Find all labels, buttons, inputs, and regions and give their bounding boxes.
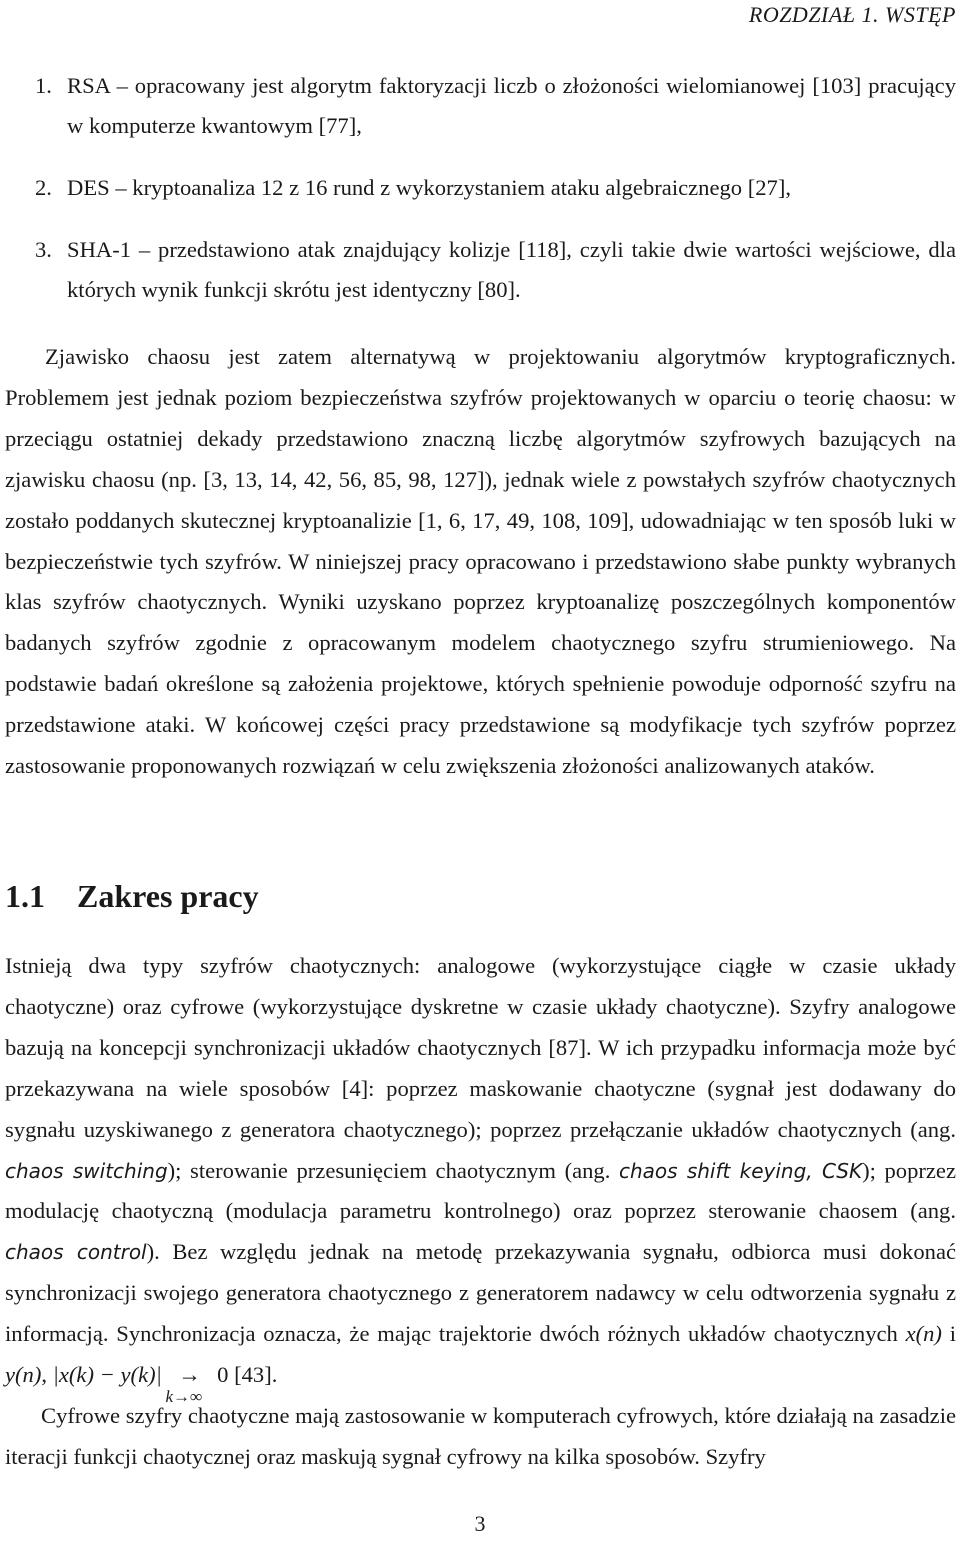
paragraph-text: ). Bez względu jednak na metodę przekazywania sygnału, odbiorca musi dokonać synchronizacji swojego generatora chaotycznego z generatorem nadawcy w celu odtworzenia sygnału z informacją. Synchronizacja oznacza, że mając trajektorie dwóch różnych układów chaotycznych [5, 1239, 956, 1347]
limit-subscript: k→∞ [165, 1387, 203, 1407]
paragraph-text: Cyfrowe szyfry chaotyczne mają zastosowanie w komputerach cyfrowych, które działają na zasadzie iteracji funkcji chaotycznej oraz maskują sygnał cyfrowy na kilka sposobów. Szyfry [5, 1402, 956, 1469]
list-item [0, 230, 960, 310]
math-expression: |x(k) − y(k)| [52, 1362, 162, 1388]
list-item-number: 2. [35, 175, 52, 200]
section-heading [5, 874, 259, 918]
paragraph-text: ); sterowanie przesunięciem chaotycznym (ang. [167, 1157, 619, 1183]
paragraph-text: Istnieją dwa typy szyfrów chaotycznych: analogowe (wykorzystujące ciągłe w czasie układy chaotyczne) oraz cyfrowe (wykorzystujące dyskretne w czasie układy chaotyczne). Szyfry analogowe bazują na koncepcji synchronizacji układów chaotycznych [87]. W ich przypadku informacja może być przekazywana na wiele sposobów [4]: poprzez maskowanie chaotyczne (sygnał jest dodawany do sygnału uzyskiwanego z generatora chaotycznego); poprzez przełączanie układów chaotycznych (ang. [5, 953, 956, 1142]
body-paragraph [5, 946, 956, 1478]
foreign-term: chaos shift keying, CSK [618, 1158, 863, 1183]
math-expression: x(n) [905, 1321, 942, 1347]
paragraph-text: 0 [43]. [211, 1362, 278, 1388]
enumerated-list [0, 66, 960, 332]
paragraph-text: , [41, 1362, 53, 1388]
math-expression: y(n) [5, 1362, 42, 1388]
foreign-term: chaos switching [5, 1158, 168, 1183]
section-title: Zakres pracy [77, 878, 259, 914]
arrow-symbol: → [178, 1362, 201, 1388]
page-number: 3 [474, 1511, 486, 1536]
list-item-text: SHA-1 – przedstawiono atak znajdujący kolizje [118], czyli takie dwie wartości wejściowe, dla których wynik funkcji skrótu jest identyczny [80]. [67, 237, 956, 302]
list-item-text: RSA – opracowany jest algorytm faktoryzacji liczb o złożoności wielomianowej [103] pracujący w komputerze kwantowym [77], [67, 73, 956, 138]
list-item-number: 3. [35, 237, 52, 262]
limit-arrow [165, 1355, 212, 1407]
list-item [0, 66, 960, 146]
list-item [0, 168, 960, 208]
section-number: 1.1 [5, 878, 45, 914]
paragraph-text: ); poprzez modulację chaotyczną (modulacja parametru kontrolnego) oraz poprzez sterowanie chaosem (ang. [5, 1157, 956, 1224]
body-paragraph: Zjawisko chaosu jest zatem alternatywą w projektowaniu algorytmów kryptograficznych. Problemem jest jednak poziom bezpieczeństwa szyfrów projektowanych w oparciu o teorię chaosu: w przeciągu ostatniej dekady przedstawiono znaczną liczbę algorytmów szyfrowych bazujących na zjawisku chaosu (np. [3, 13, 14, 42, 56, 85, 98, 127]), jednak wiele z powstałych szyfrów chaotycznych zostało poddanych skutecznej kryptoanalizie [1, 6, 17, 49, 108, 109], udowadniając w ten sposób luki w bezpieczeństwie tych szyfrów. W niniejszej pracy opracowano i przedstawiono słabe punkty wybranych klas szyfrów chaotycznych. Wyniki uzyskano poprzez kryptoanalizę poszczególnych komponentów badanych szyfrów zgodnie z opracowanym modelem chaotycznego szyfru strumieniowego. Na podstawie badań określone są założenia projektowe, których spełnienie powoduje odporność szyfru na przedstawione ataki. W końcowej części pracy przedstawione są modyfikacje tych szyfrów poprzez zastosowanie proponowanych rozwiązań w celu zwiększenia złożoności analizowanych ataków. [5, 344, 956, 779]
paragraph-text: i [941, 1321, 956, 1347]
list-item-text: DES – kryptoanaliza 12 z 16 rund z wykorzystaniem ataku algebraicznego [27], [67, 175, 792, 200]
list-item-number: 1. [35, 73, 52, 98]
running-header: ROZDZIAŁ 1. WSTĘP [748, 2, 956, 27]
foreign-term: chaos control [5, 1240, 147, 1265]
